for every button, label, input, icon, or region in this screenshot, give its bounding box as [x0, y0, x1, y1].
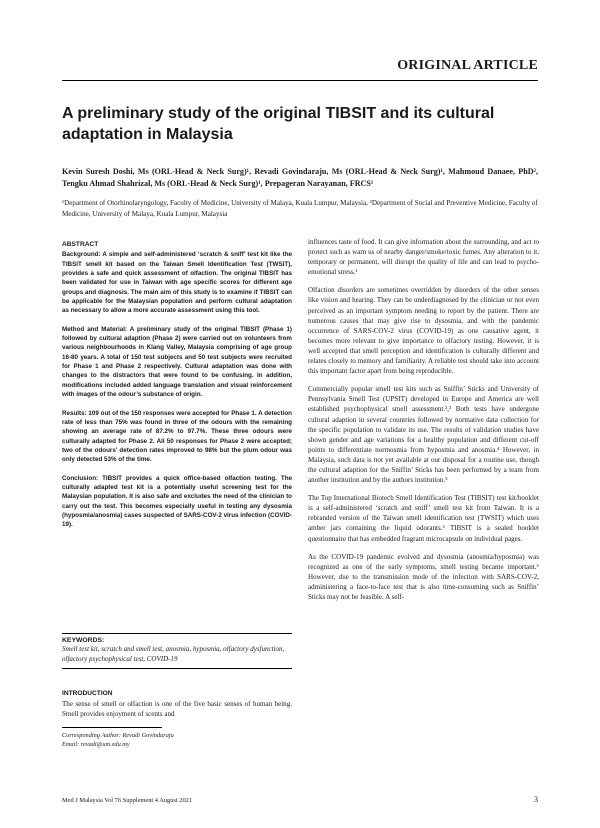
author-list: Kevin Suresh Doshi, Ms (ORL-Head & Neck Surg)¹, Revadi Govindaraju, Ms (ORL-Head & Neck Surg)¹, Mahmoud Danaee, PhD², Tengku Ahmad Shahrizal, Ms (ORL-Head & Neck Surg)¹, Prepageran Narayanan, FRCS¹ — [62, 167, 538, 188]
body-paragraph: Commercially popular smell test kits such as Sniffin’ Sticks and University of Pennsylvania Smell Test (UPSIT) developed in Europe and America are well established psychophysical smell assessment.²,³ Both tests have undergone cultural adaption in several countries followed by normative data collection for the specific population to validate its use. The results of validation studies have shown gender and age variations for a healthy population and different cut-off points to differentiate normosmia from hyposmia and anosmia.⁴ However, in Malaysia, such data is not yet available at our disposal for a routine use, though the cultural adaption for the Sniffin’ Sticks has been performed by a team from another institution and by the authors institution.⁵ — [308, 385, 539, 485]
body-column — [308, 237, 539, 610]
abstract-heading: ABSTRACT — [62, 241, 99, 248]
abstract-column — [62, 240, 292, 539]
corresponding-author: Corresponding Author: Revadi Govindaraju — [62, 732, 174, 739]
keywords-heading: KEYWORDS: — [62, 637, 105, 644]
body-paragraph: The Top International Biotech Smell Identification Test (TIBSIT) test kit/booklet is a self-administered ‘scratch and sniff’ smell test kit from Taiwan. It is a rebranded version of the Taiwan smell identification test (TWSIT) which uses amber jars containing the liquid odorants.⁶ TIBSIT is a sealed booklet questionnaire that has embedded fragrant microcapsule on individual pages. — [308, 494, 539, 543]
body-paragraph: As the COVID-19 pandemic evolved and dysosmia (anosmia/hyposmia) was recognized as one of the early symptoms, smell testing became important.⁶ However, due to the transmission mode of the infection with SARS-COV-2, administering a face-to-face test that is also time-consuming such as Sniffin’ Sticks may not be feasible. A self- — [308, 552, 539, 601]
abstract-background: Background: A simple and self-administered ‘scratch & sniff’ test kit like the TIBSIT smell kit based on the Taiwan Smell Identification Test (TWSIT), provides a safe and quick assessment of olfaction. The original TIBSIT has been validated for use in Taiwan with age specific scores for different age groups and diagnosis. The main aim of this study is to examine if TIBSIT can be applicable for the Malaysian population and perform cultural adaptation as necessary to allow a more accurate assessment using this tool. — [62, 251, 292, 315]
introduction-text: The sense of smell or olfaction is one of the five basic senses of human being. Smell provides enjoyment of scents and — [62, 700, 292, 719]
abstract-results: Results: 109 out of the 150 responses were accepted for Phase 1. A detection rate of less than 75% was found in three of the odours with the remaining showing an average rate of 87.2% to 97.7%. These three odours were culturally adapted for Phase 2. All 50 responses for Phase 2 were accepted; two of the odours’ detection rates improved to 98% but the plum odour was only detected 53% of the time. — [62, 409, 292, 464]
article-title: A preliminary study of the original TIBSIT and its cultural adaptation in Malaysia — [62, 105, 495, 143]
journal-citation: Med J Malaysia Vol 76 Supplement 4 August 2021 — [62, 797, 193, 804]
abstract-conclusion: Conclusion: TIBSIT provides a quick office-based olfaction testing. The culturally adapted test kit is a potentially useful screening test for the Malaysian population. It is also safe and excludes the need of the clinician to carry out the test. This becomes especially useful in testing any dysosmia (hyposmia/anosmia) cases suspected of SARS-COV-2 virus infection (COVID-19). — [62, 474, 292, 529]
header-divider — [62, 80, 538, 81]
keywords-text: Smell test kit, scratch and smell test, anosmia, hyposmia, olfactory dysfunction, olfactory psychophysical test, COVID-19 — [62, 645, 285, 663]
introduction-heading: INTRODUCTION — [62, 690, 113, 697]
corresponding-author-block — [62, 731, 174, 749]
abstract-methods: Method and Material: A preliminary study of the original TIBSIT (Phase 1) followed by cultural adaption (Phase 2) were carried out on volunteers from various neighbourhoods in Klang Valley, Malaysia comprising of age group 16-80 years. A total of 150 test subjects and 50 test subjects were recruited for Phase 1 and Phase 2 respectively. Cultural adaptation was done with changes to the distractors that were found to be confusing. In addition, modifications included added language translation and visual reinforcement with images of the odour’s substance of origin. — [62, 325, 292, 399]
affiliations: ¹Department of Otorhinolaryngology, Faculty of Medicine, University of Malaya, Kuala Lumpur, Malaysia, ²Department of Social and Preventive Medicine, Faculty of Medicine, University of Malaya, Kuala Lumpur, Malaysia — [62, 199, 538, 218]
page-number: 3 — [534, 795, 538, 804]
article-type-label: ORIGINAL ARTICLE — [397, 58, 538, 73]
keywords-box — [62, 633, 292, 669]
body-paragraph: Olfaction disorders are sometimes overridden by disorders of the other senses like vision and hearing. They can be underdiagnosed by the clinician or not even perceived as an important symptom needing to report by the patient. There are numerous causes that may give rise to dysosmia, and with the pandemic occurrence of SARS-COV-2 virus (COVID-19) as one causative agent, it becomes more relevant to give importance to olfactory testing. However, it is well accepted that smell perception and identification is culturally different and relates closely to memory and familiarity. A reliable test should take into account this important factor apart from being reproducible. — [308, 286, 539, 376]
footnote-divider — [62, 727, 162, 728]
body-paragraph: influences taste of food. It can give information about the surrounding, and act to protect such as warn us of nearby danger/smoke/toxic fumes. Any alteration to it, temporary or permanent, will disrupt the quality of life and can lead to psycho-emotional stress.¹ — [308, 238, 539, 277]
corresponding-email: Email: revadi@um.edu.my — [62, 741, 130, 748]
